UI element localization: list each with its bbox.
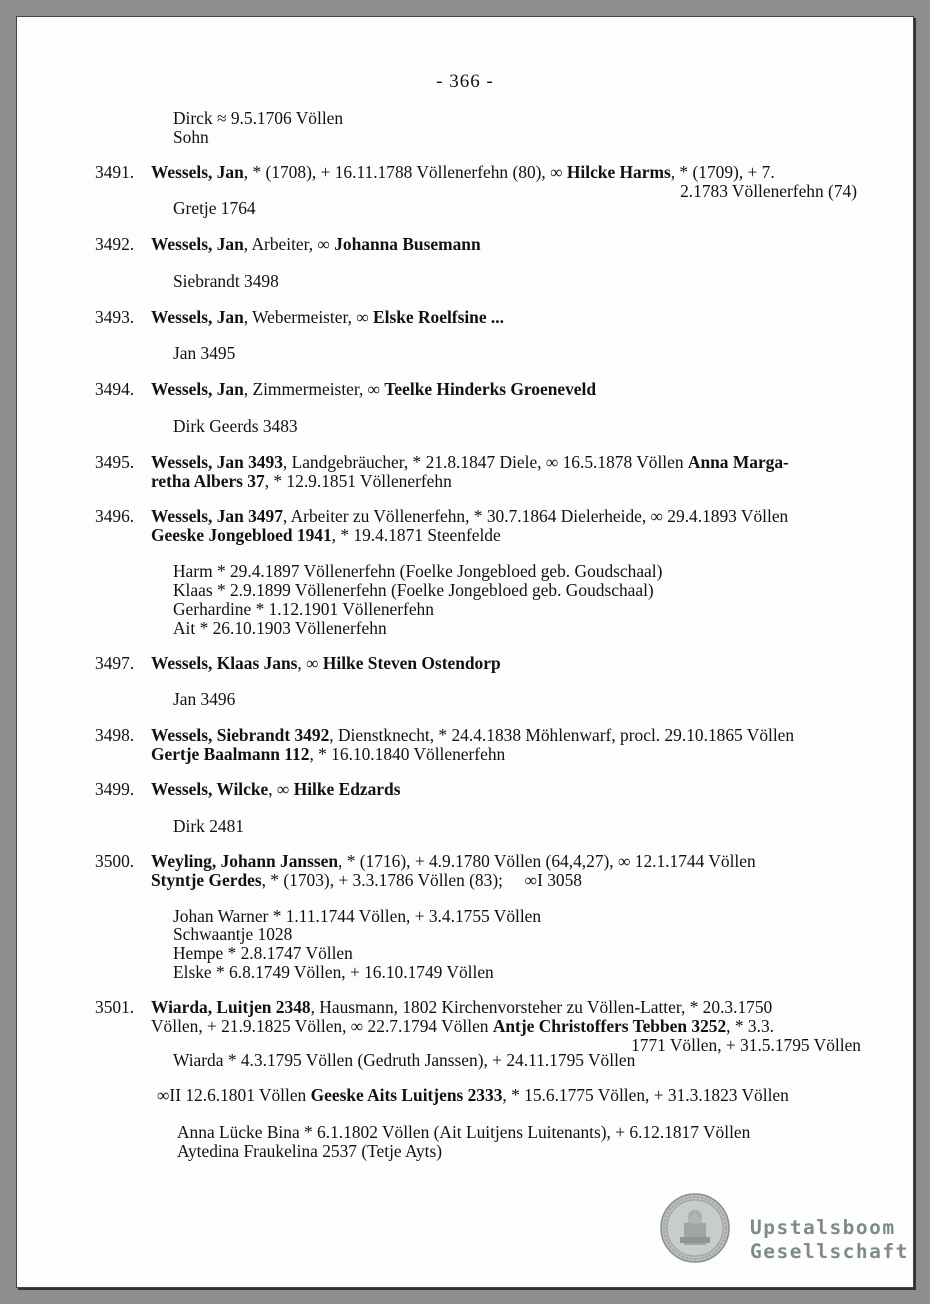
entry-line: Weyling, Johann Janssen, * (1716), + 4.9.1780 Völlen (64,4,27), ∞ 12.1.1744 Völlen bbox=[151, 851, 756, 871]
entry-continuation: retha Albers 37, * 12.9.1851 Völlenerfehn bbox=[151, 471, 452, 491]
seal-logo-icon bbox=[660, 1193, 730, 1263]
entry-line: Wessels, Jan, * (1708), + 16.11.1788 Völlenerfehn (80), ∞ Hilcke Harms, * (1709), + 7. bbox=[151, 162, 775, 182]
brand-line-2: Gesellschaft bbox=[750, 1240, 909, 1263]
entry-number: 3494. bbox=[95, 379, 135, 399]
child-line: Jan 3496 bbox=[173, 689, 236, 709]
entry-number: 3499. bbox=[95, 779, 135, 799]
entry-line: Wessels, Jan, Zimmermeister, ∞ Teelke Hinderks Groeneveld bbox=[151, 379, 597, 399]
entry-line: Wessels, Jan, Webermeister, ∞ Elske Roelfsine ... bbox=[151, 307, 504, 327]
entry-continuation: Geeske Jongebloed 1941, * 19.4.1871 Steenfelde bbox=[151, 525, 501, 545]
child-line: Jan 3495 bbox=[173, 343, 236, 363]
child-line: Sohn bbox=[173, 127, 209, 147]
child-line: Dirck ≈ 9.5.1706 Völlen bbox=[173, 108, 344, 128]
child-line: Ait * 26.10.1903 Völlenerfehn bbox=[173, 618, 387, 638]
child-line: Harm * 29.4.1897 Völlenerfehn (Foelke Jongebloed geb. Goudschaal) bbox=[173, 561, 663, 581]
child-line: Johan Warner * 1.11.1744 Völlen, + 3.4.1755 Völlen bbox=[173, 906, 542, 926]
entry-line: Wessels, Wilcke, ∞ Hilke Edzards bbox=[151, 779, 401, 799]
entry-number: 3491. bbox=[95, 162, 135, 182]
entry-line: Wessels, Jan 3497, Arbeiter zu Völlenerfehn, * 30.7.1864 Dielerheide, ∞ 29.4.1893 Völlen bbox=[151, 506, 789, 526]
child-line: Aytedina Fraukelina 2537 (Tetje Ayts) bbox=[177, 1141, 443, 1161]
child-line: Dirk Geerds 3483 bbox=[173, 416, 298, 436]
entry-number: 3493. bbox=[95, 307, 135, 327]
entry-number: 3501. bbox=[95, 997, 135, 1017]
entry-line: Wessels, Jan, Arbeiter, ∞ Johanna Busemann bbox=[151, 234, 481, 254]
entry-number: 3496. bbox=[95, 506, 135, 526]
entry-line: Wessels, Siebrandt 3492, Dienstknecht, * 24.4.1838 Möhlenwarf, procl. 29.10.1865 Völlen bbox=[151, 725, 795, 745]
second-marriage-line: ∞II 12.6.1801 Völlen Geeske Aits Luitjens 2333, * 15.6.1775 Völlen, + 31.3.1823 Völlen bbox=[157, 1085, 789, 1105]
brand-line-1: Upstalsboom bbox=[750, 1216, 896, 1239]
entry-continuation: Völlen, + 21.9.1825 Völlen, ∞ 22.7.1794 Völlen Antje Christoffers Tebben 3252, * 3.3. bbox=[151, 1016, 774, 1036]
entry-line: Wiarda, Luitjen 2348, Hausmann, 1802 Kirchenvorsteher zu Völlen-Latter, * 20.3.1750 bbox=[151, 997, 773, 1017]
child-line: Hempe * 2.8.1747 Völlen bbox=[173, 943, 353, 963]
entry-continuation: Gertje Baalmann 112, * 16.10.1840 Völlenerfehn bbox=[151, 744, 506, 764]
page-number: - 366 - bbox=[436, 71, 494, 92]
entry-number: 3500. bbox=[95, 851, 135, 871]
child-line: Siebrandt 3498 bbox=[173, 271, 279, 291]
entry-number: 3492. bbox=[95, 234, 135, 254]
document-page bbox=[16, 16, 914, 1288]
entry-continuation: 2.1783 Völlenerfehn (74) bbox=[680, 181, 857, 201]
brand-wordmark bbox=[750, 1216, 909, 1264]
entry-line: Wessels, Klaas Jans, ∞ Hilke Steven Ostendorp bbox=[151, 653, 501, 673]
entry-line: Wessels, Jan 3493, Landgebräucher, * 21.8.1847 Diele, ∞ 16.5.1878 Völlen Anna Marga- bbox=[151, 452, 789, 472]
entry-number: 3495. bbox=[95, 452, 135, 472]
child-line: Elske * 6.8.1749 Völlen, + 16.10.1749 Völlen bbox=[173, 962, 494, 982]
child-line: Anna Lücke Bina * 6.1.1802 Völlen (Ait Luitjens Luitenants), + 6.12.1817 Völlen bbox=[177, 1122, 751, 1142]
child-line: Wiarda * 4.3.1795 Völlen (Gedruth Janssen), + 24.11.1795 Völlen bbox=[173, 1050, 636, 1070]
entry-number: 3497. bbox=[95, 653, 135, 673]
child-line: Gerhardine * 1.12.1901 Völlenerfehn bbox=[173, 599, 434, 619]
child-line: Gretje 1764 bbox=[173, 198, 256, 218]
child-line: Schwaantje 1028 bbox=[173, 924, 293, 944]
child-line: Dirk 2481 bbox=[173, 816, 245, 836]
entry-continuation: Styntje Gerdes, * (1703), + 3.3.1786 Völlen (83); ∞I 3058 bbox=[151, 870, 583, 890]
entry-continuation: 1771 Völlen, + 31.5.1795 Völlen bbox=[631, 1035, 861, 1055]
entry-number: 3498. bbox=[95, 725, 135, 745]
child-line: Klaas * 2.9.1899 Völlenerfehn (Foelke Jongebloed geb. Goudschaal) bbox=[173, 580, 654, 600]
